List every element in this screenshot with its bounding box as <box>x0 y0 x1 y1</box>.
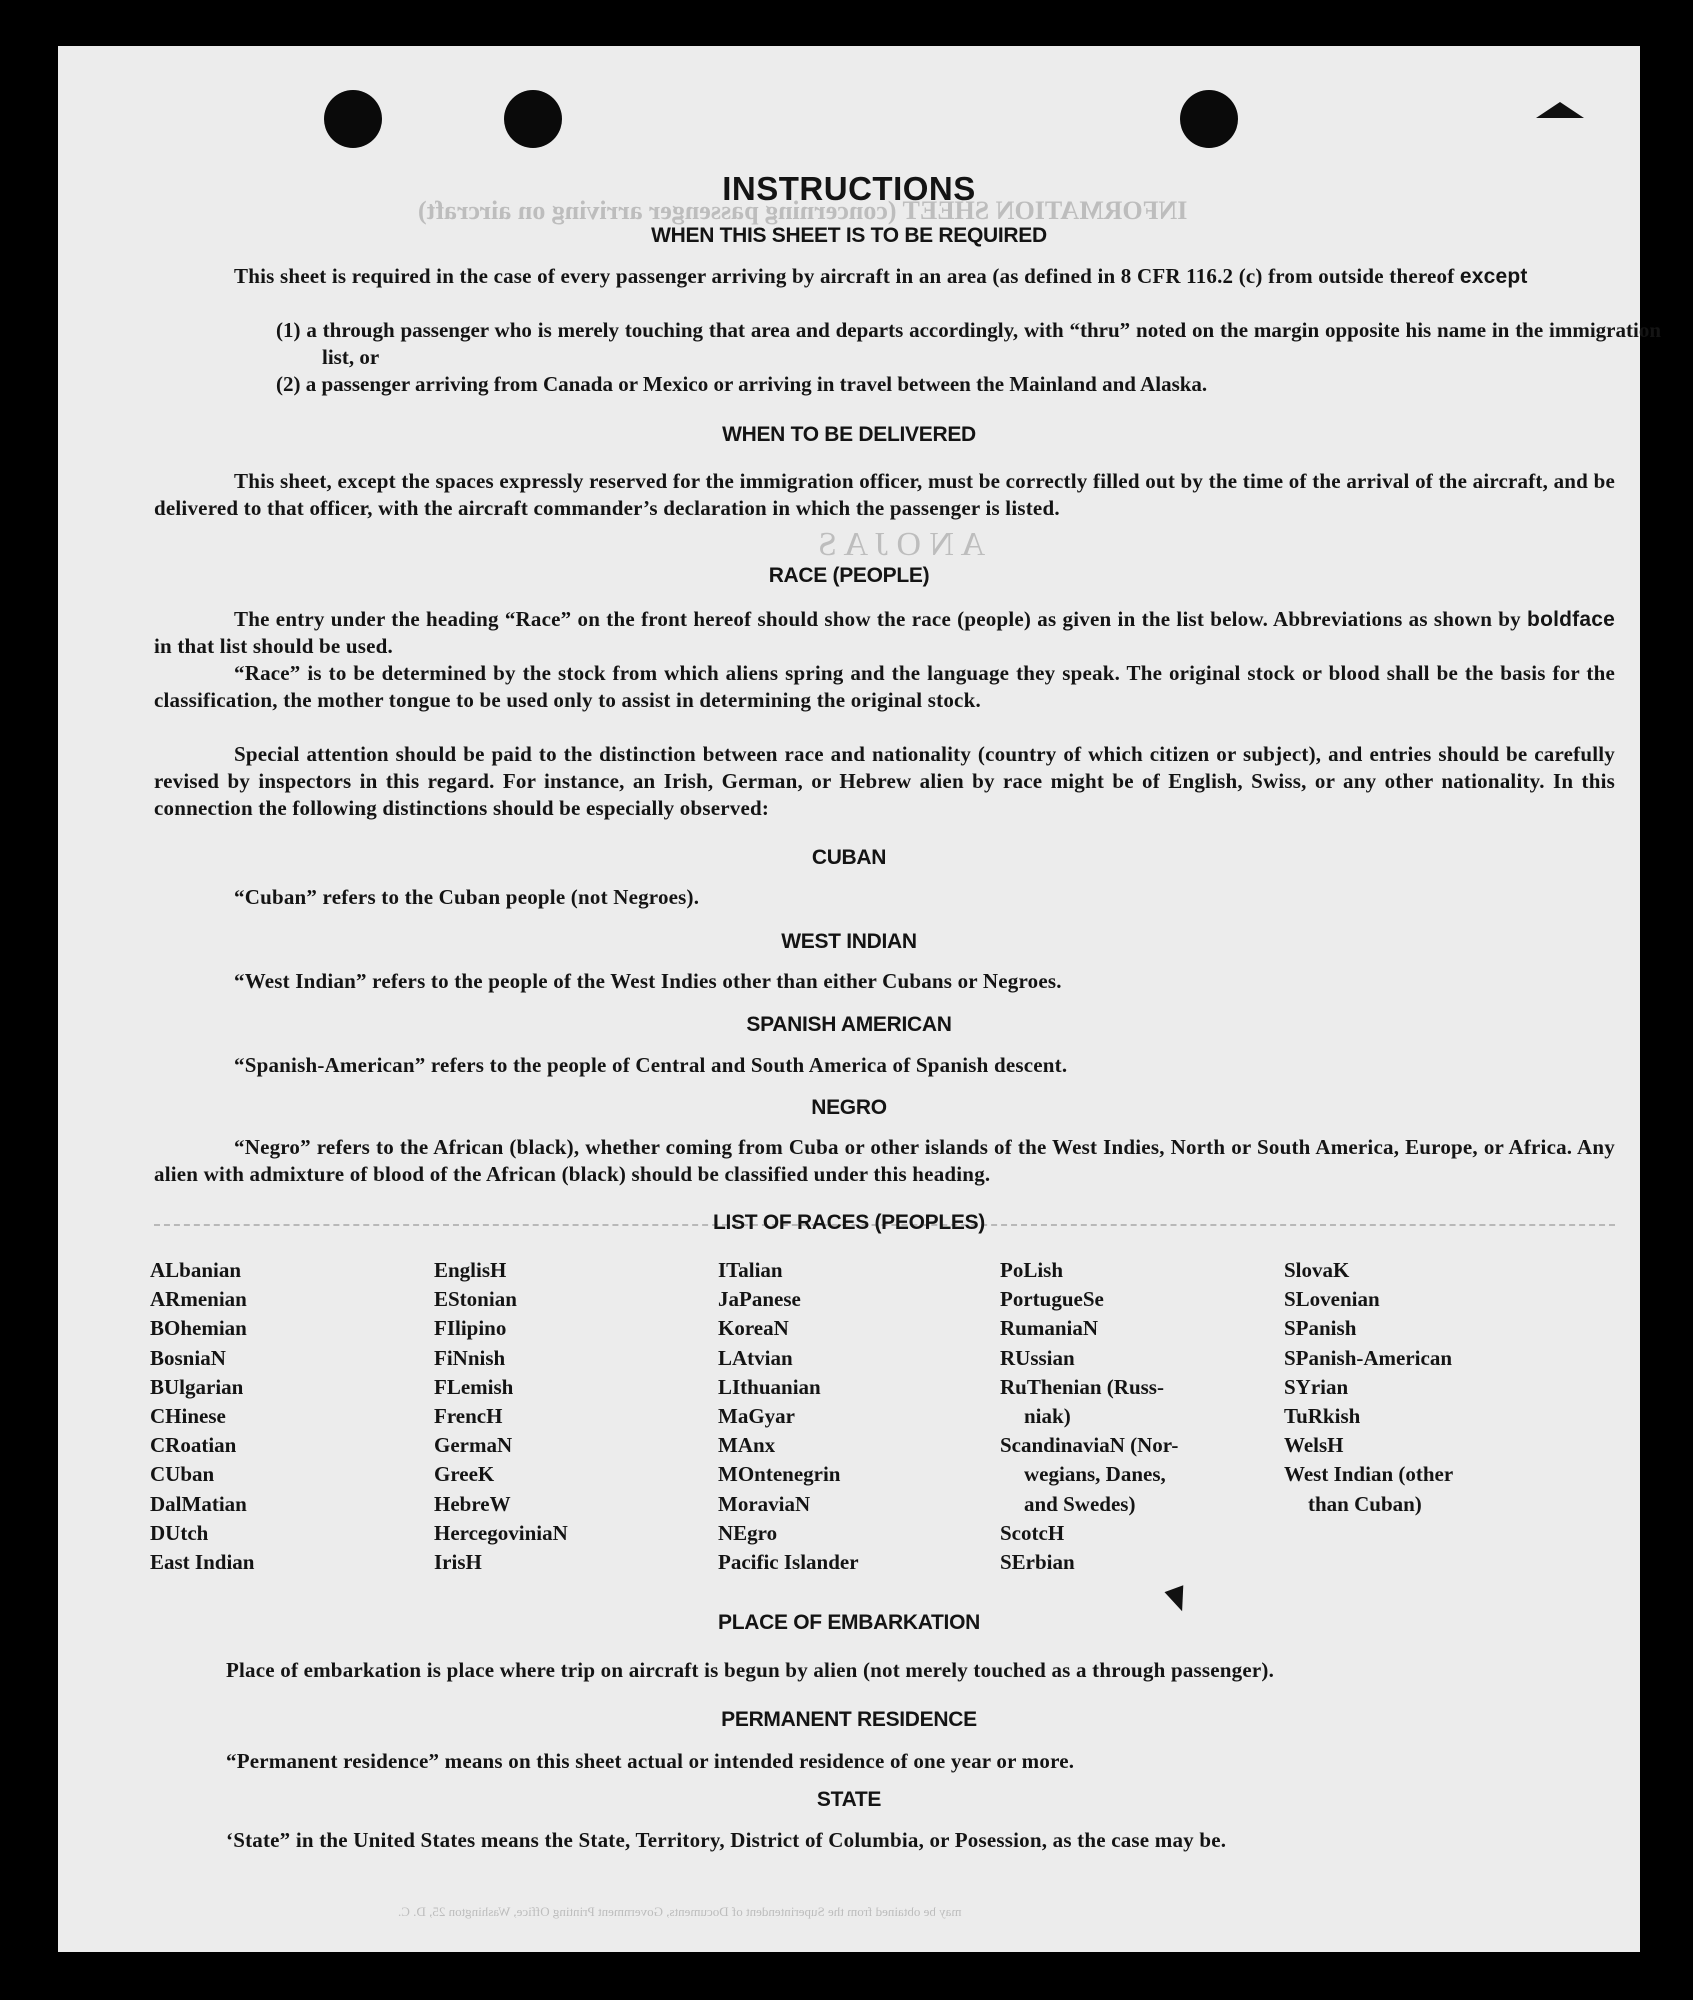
heading-race: RACE (PEOPLE) <box>768 564 930 587</box>
race-entry: MOntenegrin <box>718 1462 841 1487</box>
race-entry: FLemish <box>434 1374 514 1399</box>
race-entry: JaPanese <box>718 1287 801 1312</box>
race-entry: HercegoviniaN <box>434 1520 568 1545</box>
race-entry: HebreW <box>434 1491 511 1516</box>
race-entry: BosniaN <box>150 1345 226 1370</box>
torn-corner-mark <box>1536 102 1584 118</box>
race-entry: East Indian <box>150 1550 255 1575</box>
race-entry: SlovaK <box>1284 1258 1350 1282</box>
race-entry: CHinese <box>150 1404 226 1429</box>
race-entry: SYrian <box>1284 1374 1349 1399</box>
bleed-through-footer: may be obtained from the Superintendent of Documents, Government Printing Office, Washington 25, D. C. <box>398 1904 962 1919</box>
heading-when-delivered: WHEN TO BE DELIVERED <box>722 423 976 446</box>
race-entry: ITalian <box>718 1258 783 1282</box>
race-entry: ScotcH <box>1000 1520 1065 1545</box>
race-entry: FIlipino <box>434 1316 507 1341</box>
race-entry: MoraviaN <box>718 1491 811 1516</box>
race-entry: EnglisH <box>434 1258 507 1282</box>
heading-spanish-american: SPANISH AMERICAN <box>746 1013 952 1036</box>
except-label: except <box>1459 265 1528 288</box>
race-entry: IrisH <box>434 1550 482 1575</box>
required-exception-1: (1) a through passenger who is merely touching that area and departs accordingly, with “thru” noted on the margin opposite his name in the immigration list, or <box>276 318 1661 369</box>
race-entry: ScandinaviaN (Nor- <box>1000 1433 1179 1458</box>
bleed-through-lines: A N O J A S <box>818 526 986 563</box>
race-entry-continued: and Swedes) <box>1024 1491 1136 1516</box>
race-entry: LAtvian <box>718 1345 793 1370</box>
heading-when-required: WHEN THIS SHEET IS TO BE REQUIRED <box>651 224 1047 247</box>
heading-embarkation: PLACE OF EMBARKATION <box>718 1611 980 1634</box>
page-title: INSTRUCTIONS <box>722 170 976 207</box>
race-entry: West Indian (other <box>1284 1462 1454 1487</box>
race-entry: PoLish <box>1000 1258 1064 1282</box>
heading-permanent-residence: PERMANENT RESIDENCE <box>721 1708 977 1731</box>
race-entry: FrencH <box>434 1404 503 1429</box>
paragraph-delivered: This sheet, except the spaces expressly reserved for the immigration officer, must be correctly filled out by the time of the arrival of the aircraft, and be delivered to that officer, with the aircraft commander’s declaration in which the passenger is listed. <box>154 469 1615 520</box>
race-entry: LIthuanian <box>718 1374 821 1399</box>
punch-hole-left <box>324 90 382 148</box>
race-entry: SPanish-American <box>1284 1345 1452 1370</box>
paragraph-race-3: Special attention should be paid to the distinction between race and nationality (country of which citizen or subject), and entries should be carefully revised by inspectors in this regard. For instance, an Irish, German, or Hebrew alien by race might be of English, Swiss, or any other nationality. In this connection the following distinctions should be especially observed: <box>154 742 1615 820</box>
race-entry: GermaN <box>434 1433 513 1458</box>
paragraph-embarkation: Place of embarkation is place where trip on aircraft is begun by alien (not merely touched as a through passenger). <box>226 1658 1275 1682</box>
race-column-4 <box>1000 1256 1178 1577</box>
race-entry: MAnx <box>718 1433 776 1458</box>
race-entry: RUssian <box>1000 1345 1075 1370</box>
heading-west-indian: WEST INDIAN <box>781 930 917 953</box>
punch-hole-middle <box>504 90 562 148</box>
race-entry: SLovenian <box>1284 1287 1380 1312</box>
race-entry: NEgro <box>718 1520 778 1545</box>
race-entry: DUtch <box>150 1520 209 1545</box>
paragraph-residence: “Permanent residence” means on this sheet actual or intended residence of one year or more. <box>226 1749 1075 1773</box>
boldface-word: boldface <box>1527 608 1615 631</box>
race-entry: WelsH <box>1284 1433 1344 1458</box>
heading-list-of-races: LIST OF RACES (PEOPLES) <box>713 1211 985 1234</box>
race-entry: TuRkish <box>1284 1404 1361 1429</box>
race-entry: SErbian <box>1000 1550 1075 1575</box>
race-column-1 <box>150 1256 254 1577</box>
heading-negro: NEGRO <box>811 1096 887 1119</box>
race-entry: KoreaN <box>718 1316 789 1341</box>
paragraph-race-2: “Race” is to be determined by the stock from which aliens spring and the language they speak. The original stock or blood shall be the basis for the classification, the mother tongue to be used only to assist in determining the original stock. <box>154 661 1615 712</box>
punch-hole-right <box>1180 90 1238 148</box>
paragraph-spanish-american: “Spanish-American” refers to the people of Central and South America of Spanish descent. <box>234 1053 1068 1077</box>
race-entry: Pacific Islander <box>718 1550 859 1575</box>
race-entry: DalMatian <box>150 1491 247 1516</box>
race-entry: CRoatian <box>150 1433 237 1458</box>
race-entry: MaGyar <box>718 1404 795 1429</box>
paragraph-cuban: “Cuban” refers to the Cuban people (not Negroes). <box>234 885 700 909</box>
race-entry: RuThenian (Russ- <box>1000 1374 1164 1399</box>
race-entry: SPanish <box>1284 1316 1357 1341</box>
instruction-sheet <box>58 46 1661 1952</box>
race-entry: ARmenian <box>150 1287 247 1312</box>
required-exception-2: (2) a passenger arriving from Canada or Mexico or arriving in travel between the Mainland and Alaska. <box>276 372 1208 396</box>
race-column-3 <box>718 1256 859 1577</box>
race-entry: ALbanian <box>150 1258 242 1282</box>
race-entry-continued: niak) <box>1024 1404 1071 1429</box>
paragraph-race-1: The entry under the heading “Race” on the front hereof should show the race (people) as given in the list below. Abbreviations as shown by boldface in that list should be used. <box>154 607 1615 658</box>
race-entry: GreeK <box>434 1462 495 1487</box>
race-entry: RumaniaN <box>1000 1316 1099 1341</box>
race-entry: BUlgarian <box>150 1374 244 1399</box>
race-entry-continued: wegians, Danes, <box>1024 1462 1166 1487</box>
paragraph-west-indian: “West Indian” refers to the people of the West Indies other than either Cubans or Negroes. <box>234 969 1062 993</box>
heading-state: STATE <box>816 1788 882 1811</box>
heading-cuban: CUBAN <box>811 846 887 869</box>
paragraph-required-intro: This sheet is required in the case of every passenger arriving by aircraft in an area (as defined in 8 CFR 116.2 (c) from outside thereof except <box>234 264 1528 288</box>
race-entry: FiNnish <box>434 1345 506 1370</box>
race-entry: BOhemian <box>150 1316 247 1341</box>
race-column-5 <box>1284 1256 1453 1519</box>
bleed-through-heading: INFORMATION SHEET (concerning passenger arriving on aircraft) <box>418 196 1188 225</box>
race-entry: EStonian <box>434 1287 517 1312</box>
paragraph-negro: “Negro” refers to the African (black), whether coming from Cuba or other islands of the West Indies, North or South America, Europe, or Africa. Any alien with admixture of blood of the African (black) should be classified under this heading. <box>154 1135 1615 1186</box>
race-entry: CUban <box>150 1462 215 1487</box>
race-entry: PortugueSe <box>1000 1287 1104 1312</box>
paragraph-state: ‘State” in the United States means the State, Territory, District of Columbia, or Posession, as the case may be. <box>226 1828 1227 1852</box>
race-entry-continued: than Cuban) <box>1308 1491 1422 1516</box>
race-column-2 <box>434 1256 568 1577</box>
